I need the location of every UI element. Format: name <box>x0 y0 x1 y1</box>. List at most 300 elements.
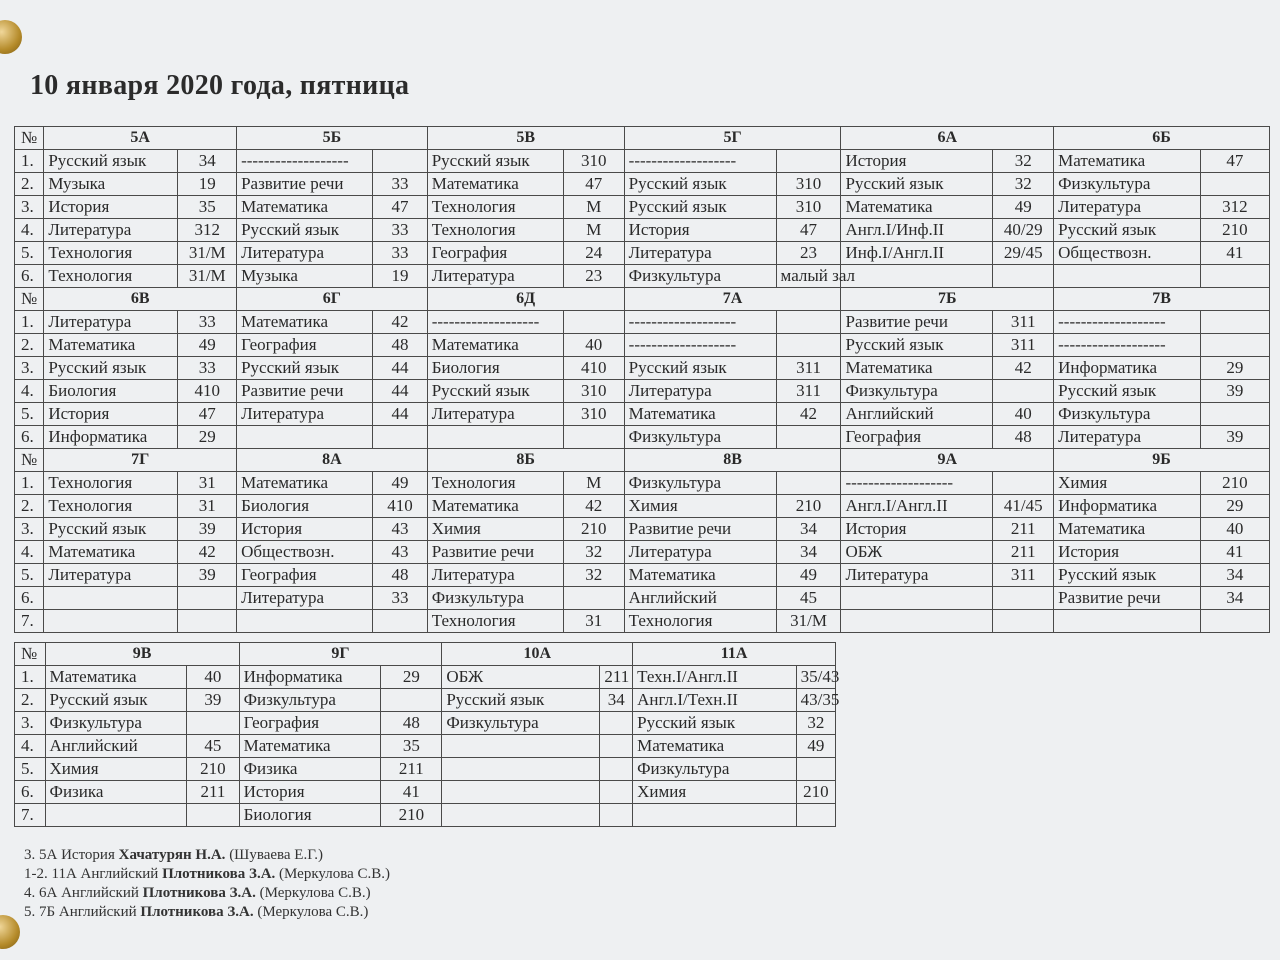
subject-cell: Литература <box>44 311 178 334</box>
room-cell: 39 <box>187 689 239 712</box>
subject-cell: ------------------- <box>624 311 776 334</box>
room-cell: 42 <box>178 541 237 564</box>
lesson-number: 6. <box>15 265 44 288</box>
class-name: 9Б <box>1054 449 1270 472</box>
class-name: 6Д <box>427 288 624 311</box>
class-name: 9Г <box>239 643 442 666</box>
room-cell: 32 <box>563 541 624 564</box>
subject-cell: Физкультура <box>442 712 600 735</box>
class-name: 9А <box>841 449 1054 472</box>
room-cell: 19 <box>373 265 427 288</box>
lesson-row <box>15 587 1270 610</box>
room-cell <box>187 712 239 735</box>
room-cell: 43 <box>373 541 427 564</box>
note-teacher: Хачатурян Н.А. <box>118 847 226 863</box>
subject-cell: Технология <box>427 219 563 242</box>
subject-cell: ОБЖ <box>841 541 993 564</box>
subject-cell: Физкультура <box>624 265 776 288</box>
subject-cell: Математика <box>239 735 381 758</box>
room-cell: 44 <box>373 380 427 403</box>
room-cell: 33 <box>178 311 237 334</box>
subject-cell: Литература <box>1054 196 1201 219</box>
room-cell: 43 <box>373 518 427 541</box>
class-name: 6А <box>841 127 1054 150</box>
room-cell: 48 <box>373 564 427 587</box>
class-name: 8В <box>624 449 841 472</box>
lesson-row <box>15 242 1270 265</box>
subject-cell: Русский язык <box>633 712 797 735</box>
subject-cell: Физкультура <box>45 712 187 735</box>
lesson-row <box>15 219 1270 242</box>
room-cell <box>1200 311 1269 334</box>
room-cell: 33 <box>178 357 237 380</box>
room-cell: 31/М <box>178 265 237 288</box>
room-cell: 41/45 <box>993 495 1054 518</box>
lesson-number: 2. <box>15 495 44 518</box>
subject-cell: Развитие речи <box>237 173 373 196</box>
note-text: 1-2. 11А Английский <box>24 866 163 882</box>
subject-cell: История <box>624 219 776 242</box>
lesson-row <box>15 426 1270 449</box>
subject-cell <box>841 610 993 633</box>
room-cell <box>600 781 633 804</box>
subject-cell: Литература <box>427 403 563 426</box>
subject-cell: Физика <box>239 758 381 781</box>
subject-cell: Физкультура <box>427 587 563 610</box>
room-cell: 32 <box>993 150 1054 173</box>
subject-cell: ------------------- <box>624 334 776 357</box>
subject-cell: Развитие речи <box>427 541 563 564</box>
class-name: 7А <box>624 288 841 311</box>
lesson-number: 5. <box>15 758 46 781</box>
subject-cell: Английский <box>45 735 187 758</box>
subject-cell: Математика <box>427 173 563 196</box>
lesson-number: 5. <box>15 403 44 426</box>
subject-cell <box>427 426 563 449</box>
substitution-notes <box>24 846 390 922</box>
subject-cell: Математика <box>841 357 993 380</box>
subject-cell: Инф.I/Англ.II <box>841 242 993 265</box>
room-cell <box>178 610 237 633</box>
subject-cell: Русский язык <box>442 689 600 712</box>
room-cell: М <box>563 196 624 219</box>
class-header-row <box>15 127 1270 150</box>
room-cell: 211 <box>381 758 442 781</box>
subject-cell: Биология <box>239 804 381 827</box>
subject-cell: Русский язык <box>237 357 373 380</box>
subject-cell: Химия <box>45 758 187 781</box>
room-cell: 312 <box>1200 196 1269 219</box>
subject-cell <box>44 587 178 610</box>
room-cell <box>776 472 841 495</box>
schedule-table <box>14 126 1270 633</box>
lesson-number: 3. <box>15 518 44 541</box>
lesson-number: 1. <box>15 666 46 689</box>
subject-cell: ------------------- <box>237 150 373 173</box>
room-cell: 311 <box>993 564 1054 587</box>
subject-cell: Математика <box>45 666 187 689</box>
subject-cell: Химия <box>427 518 563 541</box>
room-cell <box>993 587 1054 610</box>
room-cell: 40 <box>187 666 239 689</box>
subject-cell: Технология <box>44 242 178 265</box>
lesson-number: 1. <box>15 150 44 173</box>
room-cell: 311 <box>993 311 1054 334</box>
subject-cell: Математика <box>44 541 178 564</box>
room-cell: 29/45 <box>993 242 1054 265</box>
lesson-number: 1. <box>15 311 44 334</box>
class-header-row <box>15 643 836 666</box>
lesson-number: 7. <box>15 610 44 633</box>
subject-cell: Информатика <box>44 426 178 449</box>
note-text: 4. 6А Английский <box>24 885 143 901</box>
room-cell: 310 <box>563 403 624 426</box>
subject-cell: История <box>44 196 178 219</box>
lesson-row <box>15 689 836 712</box>
lesson-row <box>15 666 836 689</box>
room-cell: 31/М <box>178 242 237 265</box>
lesson-row <box>15 735 836 758</box>
subject-cell: Физкультура <box>841 380 993 403</box>
subject-cell: Русский язык <box>624 357 776 380</box>
room-cell: 31 <box>563 610 624 633</box>
subject-cell: ОБЖ <box>442 666 600 689</box>
subject-cell: Русский язык <box>1054 564 1201 587</box>
room-cell: 48 <box>381 712 442 735</box>
subject-cell: Физкультура <box>1054 173 1201 196</box>
subject-cell: Технология <box>427 472 563 495</box>
subject-cell: История <box>841 150 993 173</box>
class-name: 7В <box>1054 288 1270 311</box>
lesson-row <box>15 265 1270 288</box>
subject-cell: Русский язык <box>427 380 563 403</box>
class-name: 5Г <box>624 127 841 150</box>
binder-ring-bottom <box>0 915 20 949</box>
lesson-row <box>15 610 1270 633</box>
subject-cell: Литература <box>624 380 776 403</box>
room-cell: 45 <box>187 735 239 758</box>
subject-cell: Музыка <box>237 265 373 288</box>
room-cell: 41 <box>381 781 442 804</box>
subject-cell: Англ.I/Англ.II <box>841 495 993 518</box>
subject-cell: Физкультура <box>633 758 797 781</box>
subject-cell <box>237 426 373 449</box>
room-cell: 34 <box>776 518 841 541</box>
subject-cell <box>1054 265 1201 288</box>
class-name: 6Г <box>237 288 428 311</box>
room-cell: 210 <box>776 495 841 518</box>
subject-cell: Математика <box>427 334 563 357</box>
subject-cell: Русский язык <box>841 173 993 196</box>
room-cell: 40 <box>563 334 624 357</box>
subject-cell: ------------------- <box>1054 311 1201 334</box>
class-name: 8А <box>237 449 428 472</box>
lesson-row <box>15 495 1270 518</box>
subject-cell: Математика <box>841 196 993 219</box>
lesson-row <box>15 173 1270 196</box>
room-cell <box>187 804 239 827</box>
subject-cell: Литература <box>237 587 373 610</box>
room-cell: 310 <box>776 196 841 219</box>
subject-cell: Химия <box>1054 472 1201 495</box>
lesson-row <box>15 334 1270 357</box>
room-cell: 31/М <box>776 610 841 633</box>
lesson-number: 6. <box>15 781 46 804</box>
subject-cell: География <box>237 334 373 357</box>
subject-cell: Информатика <box>239 666 381 689</box>
room-cell <box>776 334 841 357</box>
subject-cell: История <box>239 781 381 804</box>
schedule-table-senior <box>14 642 840 827</box>
subject-cell: Технология <box>44 265 178 288</box>
room-cell: 210 <box>381 804 442 827</box>
lesson-number: 2. <box>15 334 44 357</box>
room-cell: 49 <box>373 472 427 495</box>
lesson-row <box>15 564 1270 587</box>
room-cell: 310 <box>776 173 841 196</box>
class-header-row <box>15 288 1270 311</box>
subject-cell: История <box>1054 541 1201 564</box>
room-cell: 47 <box>563 173 624 196</box>
lesson-row <box>15 712 836 735</box>
subject-cell: Физика <box>45 781 187 804</box>
subject-cell <box>442 781 600 804</box>
lesson-row <box>15 196 1270 219</box>
subject-cell: Математика <box>427 495 563 518</box>
room-cell: 34 <box>776 541 841 564</box>
subject-cell: Химия <box>633 781 797 804</box>
subject-cell: Русский язык <box>44 518 178 541</box>
subject-cell: Технология <box>44 472 178 495</box>
subject-cell: Биология <box>427 357 563 380</box>
room-cell: 310 <box>563 150 624 173</box>
room-cell <box>796 804 835 827</box>
lesson-number: 2. <box>15 173 44 196</box>
room-cell: 47 <box>373 196 427 219</box>
class-name: 8Б <box>427 449 624 472</box>
class-name: 11А <box>633 643 836 666</box>
subject-cell: Информатика <box>1054 357 1201 380</box>
subject-cell: Технология <box>427 610 563 633</box>
room-cell: 41 <box>1200 541 1269 564</box>
room-cell: 35 <box>178 196 237 219</box>
lesson-row <box>15 150 1270 173</box>
room-cell: 49 <box>796 735 835 758</box>
subject-cell: Русский язык <box>624 173 776 196</box>
note-replacement: (Меркулова С.В.) <box>253 904 369 920</box>
page-title: 10 января 2020 года, пятница <box>30 70 410 101</box>
subject-cell: Математика <box>633 735 797 758</box>
room-cell <box>1200 403 1269 426</box>
subject-cell: История <box>44 403 178 426</box>
lesson-row <box>15 472 1270 495</box>
room-cell: 211 <box>993 518 1054 541</box>
subject-cell: ------------------- <box>427 311 563 334</box>
room-cell: 42 <box>993 357 1054 380</box>
subject-cell: Литература <box>624 541 776 564</box>
room-cell: 33 <box>373 242 427 265</box>
subject-cell: Литература <box>427 265 563 288</box>
note-replacement: (Шуваева Е.Г.) <box>225 847 323 863</box>
room-cell: 40 <box>1200 518 1269 541</box>
subject-cell: География <box>427 242 563 265</box>
subject-cell: Физкультура <box>624 426 776 449</box>
room-cell: 410 <box>563 357 624 380</box>
subject-cell <box>841 265 993 288</box>
note-teacher: Плотникова З.А. <box>142 885 256 901</box>
room-cell: 32 <box>563 564 624 587</box>
room-cell: 31 <box>178 472 237 495</box>
subject-cell: Литература <box>237 242 373 265</box>
room-cell <box>600 712 633 735</box>
room-cell <box>563 311 624 334</box>
room-cell: 210 <box>1200 219 1269 242</box>
room-cell: 34 <box>600 689 633 712</box>
room-cell: 42 <box>776 403 841 426</box>
lesson-number-header: № <box>15 643 46 666</box>
lesson-number: 2. <box>15 689 46 712</box>
room-cell: 210 <box>187 758 239 781</box>
subject-cell: География <box>237 564 373 587</box>
subject-cell: Математика <box>1054 150 1201 173</box>
note-text: 3. 5А История <box>24 847 119 863</box>
room-cell: 29 <box>381 666 442 689</box>
room-cell <box>373 610 427 633</box>
subject-cell: Русский язык <box>44 150 178 173</box>
subject-cell: Развитие речи <box>841 311 993 334</box>
subject-cell: Технология <box>427 196 563 219</box>
subject-cell <box>442 758 600 781</box>
room-cell: 42 <box>373 311 427 334</box>
lesson-number-header: № <box>15 449 44 472</box>
subject-cell: ------------------- <box>841 472 993 495</box>
room-cell: 34 <box>178 150 237 173</box>
subject-cell: Английский <box>624 587 776 610</box>
room-cell: 211 <box>600 666 633 689</box>
room-cell: 48 <box>373 334 427 357</box>
lesson-number-header: № <box>15 288 44 311</box>
subject-cell: ------------------- <box>1054 334 1201 357</box>
room-cell <box>796 758 835 781</box>
class-name: 7Г <box>44 449 237 472</box>
lesson-row <box>15 518 1270 541</box>
room-cell: 24 <box>563 242 624 265</box>
subject-cell: География <box>239 712 381 735</box>
room-cell: 33 <box>373 219 427 242</box>
subject-cell: Технология <box>44 495 178 518</box>
subject-cell: Математика <box>237 472 373 495</box>
subject-cell: Англ.I/Техн.II <box>633 689 797 712</box>
room-cell <box>600 804 633 827</box>
lesson-number: 4. <box>15 219 44 242</box>
room-cell <box>1200 334 1269 357</box>
subject-cell: История <box>237 518 373 541</box>
room-cell: 210 <box>563 518 624 541</box>
lesson-row <box>15 541 1270 564</box>
room-cell <box>993 472 1054 495</box>
subject-cell: Обществозн. <box>237 541 373 564</box>
room-cell <box>381 689 442 712</box>
room-cell <box>1200 265 1269 288</box>
lesson-number: 6. <box>15 587 44 610</box>
class-name: 6В <box>44 288 237 311</box>
class-name: 10А <box>442 643 633 666</box>
subject-cell: Русский язык <box>841 334 993 357</box>
subject-cell: Литература <box>44 564 178 587</box>
room-cell: 49 <box>178 334 237 357</box>
subject-cell: Литература <box>1054 426 1201 449</box>
room-cell <box>600 735 633 758</box>
subject-cell: Русский язык <box>624 196 776 219</box>
subject-cell: Литература <box>841 564 993 587</box>
subject-cell: Биология <box>44 380 178 403</box>
room-cell <box>373 150 427 173</box>
subject-cell: Музыка <box>44 173 178 196</box>
lesson-number: 3. <box>15 712 46 735</box>
subject-cell: Русский язык <box>1054 380 1201 403</box>
room-cell: 311 <box>776 357 841 380</box>
room-cell <box>776 426 841 449</box>
subject-cell: Технология <box>624 610 776 633</box>
room-cell: 45 <box>776 587 841 610</box>
room-cell <box>993 610 1054 633</box>
room-cell <box>600 758 633 781</box>
subject-cell: Развитие речи <box>1054 587 1201 610</box>
lesson-number-header: № <box>15 127 44 150</box>
room-cell: 44 <box>373 403 427 426</box>
note-line <box>24 903 390 922</box>
note-teacher: Плотникова З.А. <box>140 904 254 920</box>
room-cell: малый зал <box>776 265 841 288</box>
lesson-number: 6. <box>15 426 44 449</box>
note-line <box>24 846 390 865</box>
subject-cell: ------------------- <box>624 150 776 173</box>
room-cell <box>563 587 624 610</box>
lesson-number: 1. <box>15 472 44 495</box>
subject-cell <box>633 804 797 827</box>
room-cell: 34 <box>1200 587 1269 610</box>
subject-cell: Математика <box>44 334 178 357</box>
subject-cell <box>237 610 373 633</box>
subject-cell: Литература <box>237 403 373 426</box>
lesson-number: 3. <box>15 357 44 380</box>
room-cell: 49 <box>993 196 1054 219</box>
room-cell: 40 <box>993 403 1054 426</box>
room-cell <box>993 380 1054 403</box>
lesson-number: 4. <box>15 735 46 758</box>
class-name: 5А <box>44 127 237 150</box>
lesson-row <box>15 403 1270 426</box>
room-cell: 49 <box>776 564 841 587</box>
class-name: 7Б <box>841 288 1054 311</box>
room-cell: 211 <box>187 781 239 804</box>
room-cell: 210 <box>1200 472 1269 495</box>
room-cell: 35 <box>381 735 442 758</box>
subject-cell: Русский язык <box>45 689 187 712</box>
subject-cell: Физкультура <box>624 472 776 495</box>
room-cell: 44 <box>373 357 427 380</box>
room-cell: М <box>563 219 624 242</box>
room-cell: 311 <box>993 334 1054 357</box>
class-header-row <box>15 449 1270 472</box>
room-cell: 32 <box>993 173 1054 196</box>
room-cell <box>776 150 841 173</box>
room-cell <box>373 426 427 449</box>
room-cell: 23 <box>563 265 624 288</box>
room-cell <box>993 265 1054 288</box>
subject-cell: Математика <box>624 564 776 587</box>
room-cell: 32 <box>796 712 835 735</box>
